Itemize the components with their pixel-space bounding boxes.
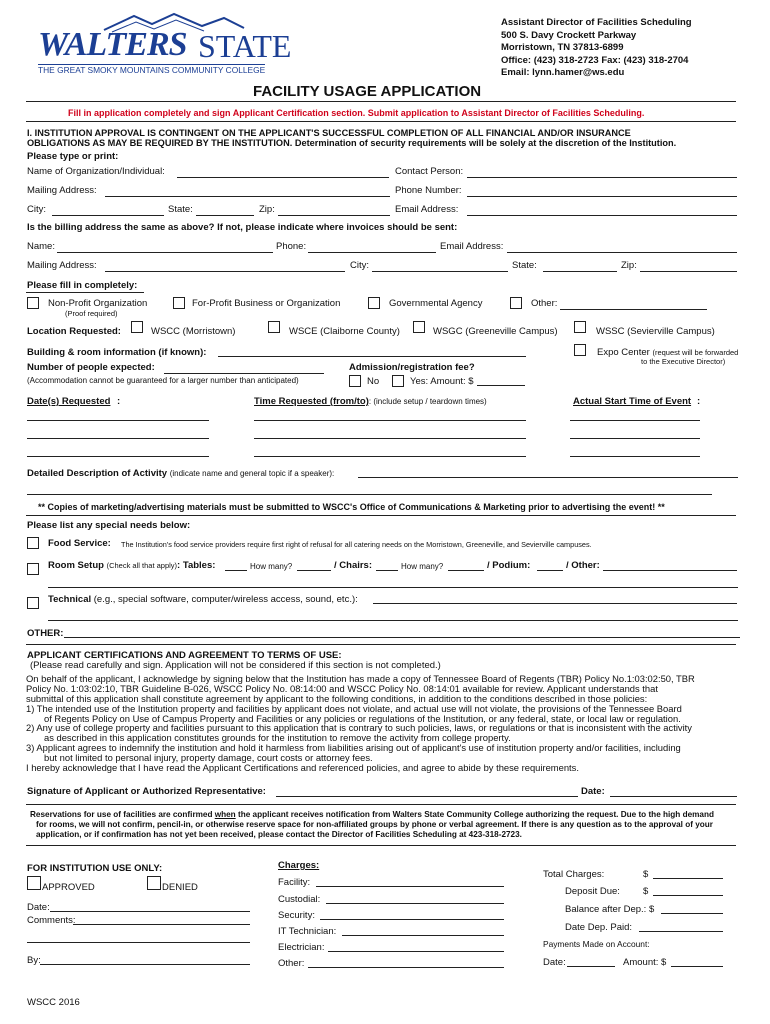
actual-field[interactable] [570,420,700,421]
security-label: Security: [278,910,315,921]
reservation-when: when [214,810,236,819]
chairs-label: / Chairs: [334,560,373,571]
billing-name-label: Name: [27,241,55,252]
comments-field-2[interactable] [27,942,250,943]
cert-item-3-cont: but not limited to personal injury, property damage, court costs or attorney fees. [44,752,373,763]
cert-text: Policy No. 1:03:02:10, TBR Guideline B-026, WSCC Policy No. 08:14:00 and WSCC Policy No. 08:14:01 available for review. Applicant understands that [26,682,658,694]
contact-person-label: Contact Person: [395,166,464,177]
chairs-how-many: How many? [401,562,444,571]
expo-note-2: to the Executive Director) [641,357,726,366]
activity-field[interactable] [358,477,738,478]
date-field[interactable] [27,456,209,457]
room-other-field[interactable] [603,570,737,571]
nonprofit-checkbox[interactable] [27,297,39,309]
billing-mailing-field[interactable] [105,271,345,272]
approved-label: APPROVED [42,882,95,893]
security-field[interactable] [320,919,504,920]
contact-person-field[interactable] [467,177,737,178]
by-field[interactable] [40,964,250,965]
technical-field-2[interactable] [48,620,738,621]
phone-label: Phone Number: [395,185,462,196]
divider [26,644,736,645]
wssc-label: WSSC (Sevierville Campus) [596,326,715,337]
cert-text: On behalf of the applicant, I acknowledge by signing below that the Institution has made a copy of Tennessee Board of Regents (TBR) Policy No.1:03:02:50, TBR [26,673,695,684]
office-date-label: Date: [27,902,50,913]
logo-tagline: THE GREAT SMOKY MOUNTAINS COMMUNITY COLLEGE [38,65,266,75]
contact-line: 500 S. Davy Crockett Parkway [501,29,637,41]
technical-checkbox[interactable] [27,597,39,609]
zip-label: Zip: [259,204,275,215]
payment-date-label: Date: [543,957,566,968]
wsgc-label: WSGC (Greeneville Campus) [433,326,558,337]
section-heading-2-rest: Determination of security requirements will be solely at the discretion of the Institution. [294,138,677,148]
payment-date-field[interactable] [567,966,615,967]
section-heading-2 [27,138,676,148]
government-checkbox[interactable] [368,297,380,309]
payment-amount-field[interactable] [671,966,723,967]
facility-field[interactable] [316,886,504,887]
podium-label: / Podium: [487,560,531,571]
other-needs-field[interactable] [64,637,740,638]
food-label: Food Service: [48,538,111,549]
wsce-label: WSCE (Claiborne County) [289,326,400,337]
billing-state-field[interactable] [543,271,617,272]
cert-heading: APPLICANT CERTIFICATIONS AND AGREEMENT TO TERMS OF USE: [27,650,342,661]
total-label: Total Charges: [543,869,605,880]
time-field[interactable] [254,456,526,457]
actual-field[interactable] [570,456,700,457]
contact-line: Assistant Director of Facilities Scheduling [501,17,692,28]
billing-name-field[interactable] [57,252,273,253]
signature-field[interactable] [276,796,578,797]
wsce-checkbox[interactable] [268,321,280,333]
room-other-label: / Other: [566,560,600,571]
reservation-note-1b: the applicant receives notification from Walters State Community College authorizing the request. Due to the high demand [235,810,714,819]
cert-item-1-cont: of Regents Policy on Use of Campus Property and Facilities or any policies or regulations of the Institution, or any federal, state, or local law or regulation. [44,712,681,724]
city-label: City: [27,204,46,215]
billing-state-label: State: [512,260,537,271]
logo [34,12,304,76]
signature-date-label: Date: [581,786,605,797]
please-type-label: Please type or print: [27,151,119,162]
balance-field[interactable] [661,913,723,914]
nonprofit-label: Non-Profit Organization [48,298,148,309]
cert-item-3: 3) Applicant agrees to indemnify the institution and hold it harmless from liabilities arising out of applicant's use of institution property and/or facilities, including [26,742,681,754]
wsgc-checkbox[interactable] [413,321,425,333]
signature-date-field[interactable] [610,796,737,797]
room-setup-checkbox[interactable] [27,563,39,575]
expo-note: (request will be forwarded [652,348,739,357]
total-dollar: $ [643,869,649,880]
billing-city-field[interactable] [372,271,508,272]
time-header [254,396,487,407]
billing-email-field[interactable] [507,252,737,253]
forprofit-label: For-Profit Business or Organization [192,298,341,309]
actual-colon: : [697,396,701,407]
by-label: By: [27,955,41,966]
other-needs-label: OTHER: [27,628,64,639]
billing-question: Is the billing address the same as above? If not, please indicate where invoices should be sent: [27,222,458,233]
billing-phone-field[interactable] [308,252,436,253]
office-other-label: Other: [278,958,305,969]
actual-header: Actual Start Time of Event [573,396,692,407]
fee-no-checkbox[interactable] [349,375,361,387]
balance-label: Balance after Dep.: $ [565,904,655,915]
chairs-field[interactable] [376,570,398,571]
date-field[interactable] [27,438,209,439]
marketing-notice: ** Copies of marketing/advertising materials must be submitted to WSCC's Office of Communications & Marketing prior to advertising the event! ** [38,502,665,512]
accommodation-note: (Accommodation cannot be guaranteed for a larger number than anticipated) [27,376,299,385]
room-setup-note: (Check all that apply) [106,561,178,570]
time-field[interactable] [254,438,526,439]
comments-label: Comments: [27,915,76,926]
contact-block [501,17,692,80]
fee-yes-checkbox[interactable] [392,375,404,387]
technical-note: (e.g., special software, computer/wireless access, sound, etc.): [93,594,358,605]
tables-how-many: How many? [250,562,293,571]
office-other-field[interactable] [308,967,504,968]
signature-label: Signature of Applicant or Authorized Representative: [27,786,266,797]
divider [26,845,736,846]
tables-count-field[interactable] [297,570,331,571]
comments-field[interactable] [73,924,250,925]
denied-label: DENIED [162,882,198,893]
billing-zip-field[interactable] [640,271,737,272]
billing-city-label: City: [350,260,369,271]
cert-text: submittal of this application shall constitute agreement by applicant to the following conditions, in addition to the conditions described in those policies: [26,692,648,704]
section-heading: I. INSTITUTION APPROVAL IS CONTINGENT ON THE APPLICANT'S SUCCESSFUL COMPLETION OF ALL FINANCIAL AND/OR INSURANCE [27,128,631,138]
section-heading-2-bold: OBLIGATIONS AS MAY BE REQUIRED BY THE INSTITUTION. [27,138,293,148]
deposit-field[interactable] [653,895,723,896]
org-label: Name of Organization/Individual: [27,166,165,177]
cert-body [26,674,746,773]
cert-item-2-cont: as described in this application constitutes grounds for the institution to remove the activity from college property. [44,732,511,744]
proof-note: (Proof required) [65,309,118,318]
payments-label: Payments Made on Account: [543,939,650,949]
reservation-note-1 [30,810,714,819]
activity-label-bold: Detailed Description of Activity [27,468,168,479]
custodial-field[interactable] [326,903,504,904]
other-org-checkbox[interactable] [510,297,522,309]
zip-field[interactable] [278,215,390,216]
billing-phone-label: Phone: [276,241,307,252]
fee-no-label: No [367,376,380,387]
tables-field[interactable] [225,570,247,571]
other-org-field[interactable] [560,309,707,310]
it-label: IT Technician: [278,926,337,937]
page-title: FACILITY USAGE APPLICATION [253,83,482,100]
tables-label: : Tables: [177,560,216,571]
technical-field[interactable] [373,603,737,604]
reservation-note-3: application, or if confirmation has not yet been received, please contact the Director of Facilities Scheduling at 423-318-2723. [36,830,522,839]
cert-item-1: 1) The intended use of the Institution property and facilities by applicant does not violate, and actual use will not violate, the provisions of the Tennessee Board [26,702,682,714]
cert-please-read: (Please read carefully and sign. Application will not be considered if this section is not completed.) [30,660,441,671]
wssc-checkbox[interactable] [574,321,586,333]
time-field[interactable] [254,420,526,421]
deposit-dollar: $ [643,886,649,897]
dates-colon: : [117,396,121,407]
fee-amount-field[interactable] [477,385,525,386]
office-date-field[interactable] [50,911,250,912]
time-note: : (include setup / teardown times) [368,397,487,406]
food-checkbox[interactable] [27,537,39,549]
location-label: Location Requested: [27,326,121,337]
wscc-label: WSCC (Morristown) [151,326,236,337]
org-field[interactable] [177,177,389,178]
contact-email: Email: lynn.hamer@ws.edu [501,67,625,78]
contact-line: Morristown, TN 37813-6899 [501,42,624,53]
actual-field[interactable] [570,438,700,439]
activity-label [27,468,334,479]
divider [26,121,736,122]
fee-yes-label: Yes: Amount: $ [410,376,474,387]
room-setup-text: Room Setup [48,560,104,571]
technical-label [48,594,358,605]
divider [26,515,736,516]
room-setup-label [48,560,215,571]
podium-field[interactable] [537,570,563,571]
food-note: The Institution's food service providers require first right of refusal for all catering needs on the Morristown, Greeneville, and Sevierville campuses. [121,540,592,549]
total-field[interactable] [653,878,723,879]
fill-completely-label: Please fill in completely: [27,280,138,291]
state-label: State: [168,204,193,215]
cert-ack: I hereby acknowledge that I have read the Applicant Certifications and referenced policies, and agree to abide by these requirements. [26,761,579,773]
office-heading: FOR INSTITUTION USE ONLY: [27,863,163,874]
activity-note: (indicate name and general topic if a speaker): [169,469,335,478]
expo-label-text: Expo Center [597,347,650,358]
wscc-checkbox[interactable] [131,321,143,333]
charges-heading: Charges: [278,860,320,871]
time-header-label: Time Requested (from/to) [254,396,369,407]
facility-label: Facility: [278,877,311,888]
forprofit-checkbox[interactable] [173,297,185,309]
divider [26,101,736,102]
date-dep-field[interactable] [639,931,723,932]
reservation-note-1a: Reservations for use of facilities are confirmed [30,810,215,819]
city-field[interactable] [52,215,164,216]
room-other-field-2[interactable] [48,587,738,588]
building-label: Building & room information (if known): [27,347,207,358]
email-label: Email Address: [395,204,459,215]
divider [26,804,736,805]
instruction-text: Fill in application completely and sign Applicant Certification section. Submit application to Assistant Director of Facilities Scheduling. [68,108,645,118]
cert-item-2: 2) Any use of college property and facilities pursuant to this application that is contrary to such policies, laws, or regulations or that is inconsistent with the activity [26,722,692,734]
deposit-label: Deposit Due: [565,886,620,897]
mailing-label: Mailing Address: [27,185,97,196]
dates-header: Date(s) Requested [27,396,111,407]
email-field[interactable] [467,215,737,216]
billing-zip-label: Zip: [621,260,637,271]
building-field[interactable] [218,356,526,357]
contact-line: Office: (423) 318-2723 Fax: (423) 318-2704 [501,54,689,66]
other-org-label: Other: [531,298,558,309]
logo-brand: WALTERS [38,26,187,63]
activity-field[interactable] [27,494,712,495]
electrician-label: Electrician: [278,942,325,953]
phone-field[interactable] [467,196,737,197]
payment-amount-label: Amount: $ [623,957,667,968]
divider [26,292,144,293]
date-field[interactable] [27,420,209,421]
custodial-label: Custodial: [278,894,321,905]
people-label: Number of people expected: [27,362,155,373]
state-field[interactable] [196,215,254,216]
admission-label: Admission/registration fee? [349,362,475,373]
footer-form-id: WSCC 2016 [27,997,80,1008]
reservation-note-2: for rooms, we will not confirm, pencil-in, or otherwise reserve space for non-affiliated groups by phone or verbal agreement. If there is any question as to the approval of your [36,820,713,829]
electrician-field[interactable] [328,951,504,952]
denied-checkbox[interactable] [147,876,161,890]
special-needs-heading: Please list any special needs below: [27,520,191,531]
billing-mailing-label: Mailing Address: [27,260,97,271]
mailing-field[interactable] [105,196,390,197]
it-field[interactable] [342,935,504,936]
approved-checkbox[interactable] [27,876,41,890]
date-dep-label: Date Dep. Paid: [565,922,633,933]
government-label: Governmental Agency [389,298,483,309]
people-field[interactable] [164,373,324,374]
chairs-count-field[interactable] [448,570,484,571]
expo-checkbox[interactable] [574,344,586,356]
technical-text: Technical [48,594,92,605]
logo-brand-2: STATE [198,28,292,64]
billing-email-label: Email Address: [440,241,504,252]
